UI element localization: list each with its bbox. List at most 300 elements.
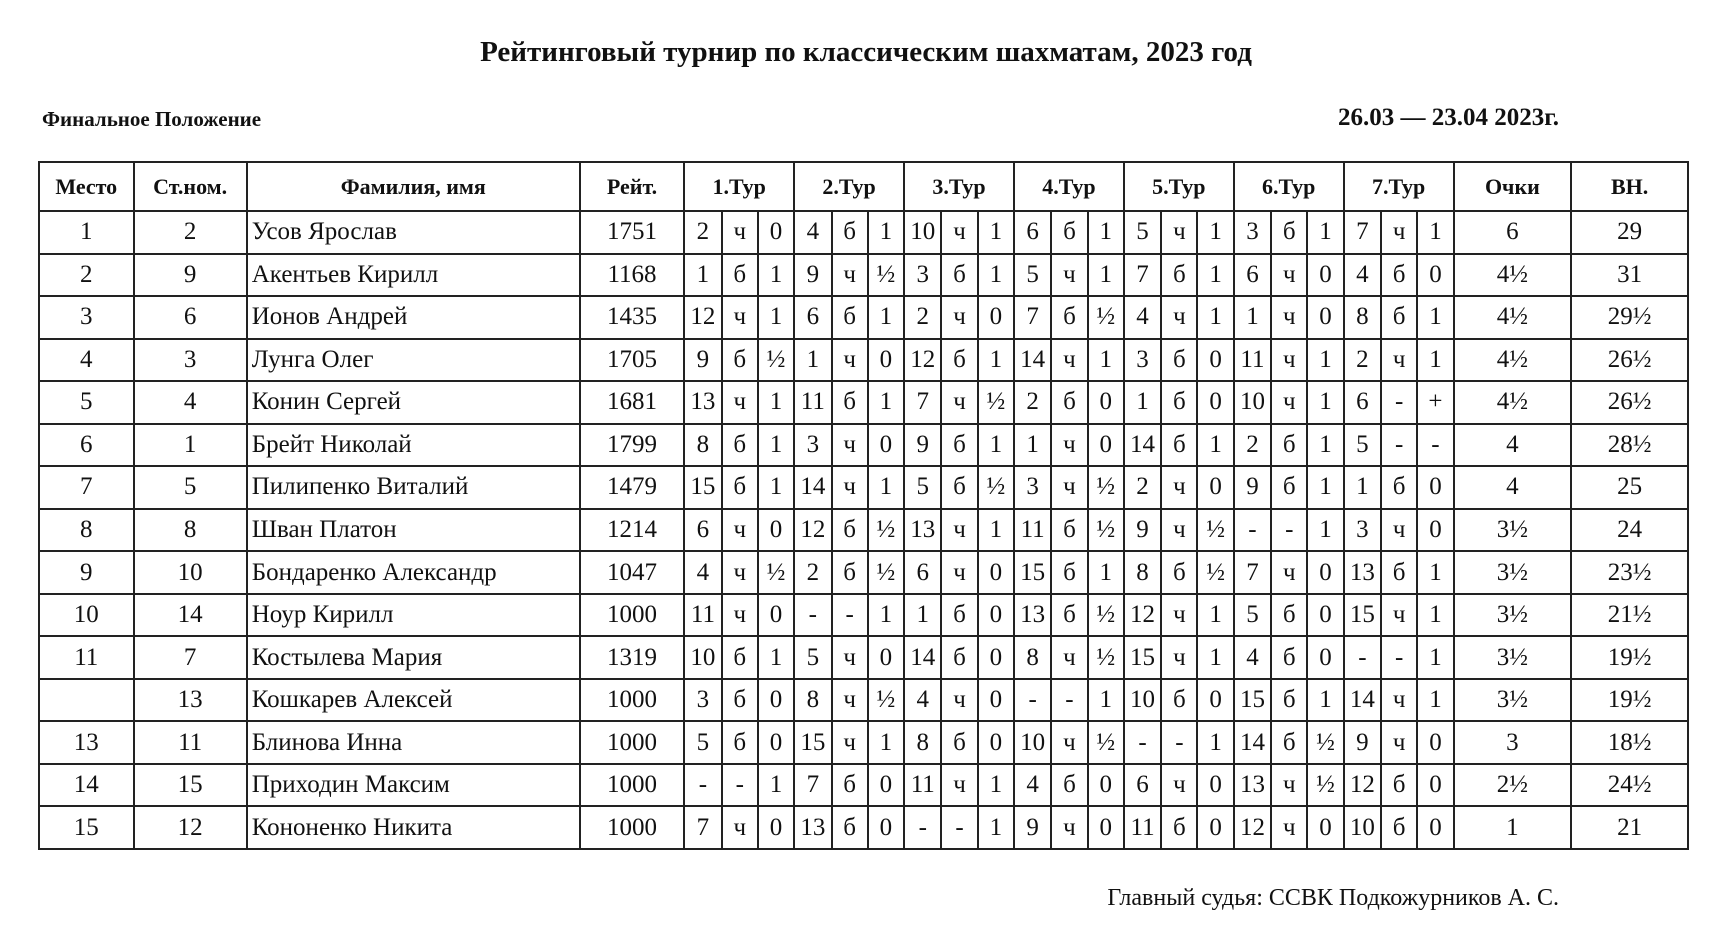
round-7-color-cell: - [1381,636,1417,679]
round-6-result-cell: 0 [1307,551,1343,594]
round-4-opponent-cell: 1 [1014,424,1051,467]
round-3-result-cell: 1 [978,509,1014,552]
round-3-color-cell: б [941,721,977,764]
round-2-result-cell: 1 [868,594,904,637]
round-1-color-cell: ч [722,296,758,339]
tiebreak-cell: 28½ [1571,424,1688,467]
round-1-result-cell: 0 [758,679,794,722]
round-3-opponent-cell: - [904,806,941,849]
player-name-cell: Лунга Олег [247,339,580,382]
round-7-opponent-cell: 13 [1344,551,1381,594]
round-2-color-cell: б [832,509,868,552]
place-cell: 8 [39,509,134,552]
points-cell: 3½ [1454,594,1572,637]
round-7-color-cell: ч [1381,721,1417,764]
round-3-color-cell: б [941,466,977,509]
round-2-result-cell: 1 [868,721,904,764]
rating-cell: 1000 [580,594,684,637]
round-1-color-cell: ч [722,551,758,594]
header-round-3: 3.Тур [904,162,1014,211]
round-4-result-cell: ½ [1088,296,1124,339]
rating-cell: 1168 [580,254,684,297]
round-1-result-cell: ½ [758,551,794,594]
table-row [39,254,1688,297]
round-2-opponent-cell: - [794,594,831,637]
round-7-color-cell: б [1381,764,1417,807]
round-5-color-cell: б [1161,551,1197,594]
round-5-opponent-cell: 15 [1124,636,1161,679]
round-7-result-cell: 0 [1417,466,1453,509]
header-round-1: 1.Тур [684,162,794,211]
round-2-opponent-cell: 1 [794,339,831,382]
round-6-opponent-cell: 5 [1234,594,1271,637]
round-5-color-cell: ч [1161,211,1197,254]
round-4-color-cell: б [1051,764,1087,807]
round-7-result-cell: 0 [1417,806,1453,849]
points-cell: 2½ [1454,764,1572,807]
points-cell: 4 [1454,424,1572,467]
round-7-opponent-cell: - [1344,636,1381,679]
round-7-opponent-cell: 3 [1344,509,1381,552]
round-4-opponent-cell: - [1014,679,1051,722]
round-2-result-cell: ½ [868,679,904,722]
round-7-result-cell: 1 [1417,594,1453,637]
header-round-2: 2.Тур [794,162,904,211]
round-5-opponent-cell: 5 [1124,211,1161,254]
round-6-color-cell: б [1271,721,1307,764]
player-name-cell: Акентьев Кирилл [247,254,580,297]
round-2-color-cell: б [832,211,868,254]
round-5-result-cell: ½ [1197,509,1233,552]
round-7-opponent-cell: 15 [1344,594,1381,637]
round-7-result-cell: 1 [1417,636,1453,679]
round-1-color-cell: ч [722,806,758,849]
round-1-result-cell: 1 [758,636,794,679]
chief-arbiter: Главный судья: ССВК Подкожурников А. С. [1107,885,1559,911]
round-6-opponent-cell: 1 [1234,296,1271,339]
round-1-opponent-cell: 5 [684,721,721,764]
round-6-color-cell: б [1271,424,1307,467]
standings-subtitle: Финальное Положение [42,107,262,131]
round-6-result-cell: ½ [1307,721,1343,764]
round-7-opponent-cell: 9 [1344,721,1381,764]
round-7-result-cell: 0 [1417,509,1453,552]
place-cell: 2 [39,254,134,297]
start-number-cell: 4 [134,381,247,424]
round-5-opponent-cell: - [1124,721,1161,764]
start-number-cell: 9 [134,254,247,297]
round-5-result-cell: 1 [1197,211,1233,254]
round-1-result-cell: 0 [758,594,794,637]
round-4-result-cell: ½ [1088,594,1124,637]
round-5-color-cell: б [1161,339,1197,382]
tiebreak-cell: 19½ [1571,679,1688,722]
points-cell: 1 [1454,806,1572,849]
round-1-opponent-cell: 12 [684,296,721,339]
table-row [39,381,1688,424]
round-6-opponent-cell: 15 [1234,679,1271,722]
table-row [39,509,1688,552]
round-4-result-cell: 0 [1088,764,1124,807]
round-2-result-cell: 1 [868,296,904,339]
round-6-result-cell: 0 [1307,254,1343,297]
place-cell [39,679,134,722]
place-cell: 14 [39,764,134,807]
round-2-opponent-cell: 4 [794,211,831,254]
round-6-opponent-cell: 9 [1234,466,1271,509]
start-number-cell: 7 [134,636,247,679]
round-5-color-cell: б [1161,679,1197,722]
start-number-cell: 14 [134,594,247,637]
round-6-color-cell: б [1271,636,1307,679]
start-number-cell: 15 [134,764,247,807]
rating-cell: 1751 [580,211,684,254]
round-7-opponent-cell: 14 [1344,679,1381,722]
round-4-opponent-cell: 6 [1014,211,1051,254]
round-1-result-cell: 0 [758,806,794,849]
round-6-opponent-cell: 11 [1234,339,1271,382]
round-2-color-cell: ч [832,636,868,679]
round-4-color-cell: б [1051,509,1087,552]
round-1-result-cell: 0 [758,721,794,764]
round-4-color-cell: б [1051,551,1087,594]
round-3-result-cell: 1 [978,254,1014,297]
player-name-cell: Конин Сергей [247,381,580,424]
round-5-opponent-cell: 11 [1124,806,1161,849]
place-cell: 9 [39,551,134,594]
round-5-result-cell: 1 [1197,594,1233,637]
round-6-result-cell: 1 [1307,466,1343,509]
round-2-result-cell: ½ [868,509,904,552]
round-5-opponent-cell: 8 [1124,551,1161,594]
round-7-result-cell: 0 [1417,254,1453,297]
round-4-opponent-cell: 3 [1014,466,1051,509]
player-name-cell: Усов Ярослав [247,211,580,254]
round-2-color-cell: ч [832,339,868,382]
round-1-result-cell: 0 [758,211,794,254]
round-4-result-cell: ½ [1088,509,1124,552]
round-6-opponent-cell: - [1234,509,1271,552]
round-7-color-cell: б [1381,296,1417,339]
round-5-color-cell: б [1161,254,1197,297]
round-3-result-cell: 1 [978,764,1014,807]
round-4-result-cell: ½ [1088,721,1124,764]
place-cell: 3 [39,296,134,339]
place-cell: 13 [39,721,134,764]
round-1-result-cell: 0 [758,509,794,552]
round-7-opponent-cell: 7 [1344,211,1381,254]
points-cell: 3 [1454,721,1572,764]
round-1-color-cell: ч [722,594,758,637]
round-5-result-cell: 1 [1197,721,1233,764]
rating-cell: 1479 [580,466,684,509]
rating-cell: 1000 [580,721,684,764]
round-1-color-cell: б [722,636,758,679]
round-4-color-cell: б [1051,296,1087,339]
round-7-color-cell: б [1381,806,1417,849]
round-4-color-cell: ч [1051,339,1087,382]
start-number-cell: 13 [134,679,247,722]
round-1-opponent-cell: - [684,764,721,807]
round-7-color-cell: ч [1381,509,1417,552]
round-7-opponent-cell: 8 [1344,296,1381,339]
round-7-opponent-cell: 2 [1344,339,1381,382]
round-4-color-cell: ч [1051,806,1087,849]
round-6-color-cell: ч [1271,551,1307,594]
round-6-result-cell: 1 [1307,381,1343,424]
points-cell: 3½ [1454,551,1572,594]
round-2-result-cell: 0 [868,764,904,807]
table-row [39,296,1688,339]
round-3-color-cell: ч [941,509,977,552]
place-cell: 7 [39,466,134,509]
round-4-color-cell: ч [1051,466,1087,509]
round-4-result-cell: 0 [1088,424,1124,467]
tiebreak-cell: 21 [1571,806,1688,849]
document-title: Рейтинговый турнир по классическим шахматам, 2023 год [480,36,1252,68]
round-5-result-cell: ½ [1197,551,1233,594]
round-2-opponent-cell: 6 [794,296,831,339]
tiebreak-cell: 18½ [1571,721,1688,764]
round-4-color-cell: б [1051,594,1087,637]
round-1-color-cell: б [722,424,758,467]
round-6-color-cell: ч [1271,381,1307,424]
round-3-opponent-cell: 14 [904,636,941,679]
round-6-color-cell: б [1271,466,1307,509]
round-3-color-cell: б [941,594,977,637]
round-5-opponent-cell: 7 [1124,254,1161,297]
round-5-color-cell: ч [1161,636,1197,679]
round-7-color-cell: - [1381,381,1417,424]
player-name-cell: Приходин Максим [247,764,580,807]
round-3-opponent-cell: 3 [904,254,941,297]
round-6-result-cell: 0 [1307,636,1343,679]
round-1-result-cell: ½ [758,339,794,382]
round-4-opponent-cell: 9 [1014,806,1051,849]
round-3-result-cell: 1 [978,339,1014,382]
tiebreak-cell: 31 [1571,254,1688,297]
round-3-result-cell: 1 [978,424,1014,467]
points-cell: 6 [1454,211,1572,254]
round-1-color-cell: б [722,721,758,764]
start-number-cell: 5 [134,466,247,509]
round-1-result-cell: 1 [758,296,794,339]
tiebreak-cell: 25 [1571,466,1688,509]
header-tiebreak: ВН. [1571,162,1688,211]
round-4-color-cell: ч [1051,636,1087,679]
table-row [39,551,1688,594]
round-2-result-cell: 0 [868,339,904,382]
tiebreak-cell: 23½ [1571,551,1688,594]
start-number-cell: 3 [134,339,247,382]
round-5-opponent-cell: 1 [1124,381,1161,424]
round-5-color-cell: б [1161,424,1197,467]
round-7-color-cell: б [1381,466,1417,509]
rating-cell: 1214 [580,509,684,552]
round-4-opponent-cell: 10 [1014,721,1051,764]
player-name-cell: Брейт Николай [247,424,580,467]
player-name-cell: Кононенко Никита [247,806,580,849]
round-3-result-cell: 0 [978,636,1014,679]
round-1-opponent-cell: 15 [684,466,721,509]
round-7-opponent-cell: 12 [1344,764,1381,807]
round-1-result-cell: 1 [758,381,794,424]
round-4-opponent-cell: 11 [1014,509,1051,552]
round-5-color-cell: - [1161,721,1197,764]
round-4-opponent-cell: 7 [1014,296,1051,339]
round-5-result-cell: 1 [1197,636,1233,679]
round-5-color-cell: б [1161,381,1197,424]
round-3-opponent-cell: 11 [904,764,941,807]
round-5-opponent-cell: 2 [1124,466,1161,509]
round-1-opponent-cell: 13 [684,381,721,424]
round-5-opponent-cell: 3 [1124,339,1161,382]
points-cell: 3½ [1454,679,1572,722]
player-name-cell: Ноур Кирилл [247,594,580,637]
round-4-opponent-cell: 13 [1014,594,1051,637]
round-6-color-cell: б [1271,211,1307,254]
round-1-opponent-cell: 4 [684,551,721,594]
round-1-color-cell: б [722,339,758,382]
round-1-opponent-cell: 10 [684,636,721,679]
start-number-cell: 1 [134,424,247,467]
start-number-cell: 12 [134,806,247,849]
round-5-color-cell: б [1161,806,1197,849]
round-3-opponent-cell: 7 [904,381,941,424]
round-4-opponent-cell: 4 [1014,764,1051,807]
round-4-result-cell: 1 [1088,339,1124,382]
table-row [39,466,1688,509]
round-3-color-cell: б [941,339,977,382]
round-7-result-cell: 1 [1417,211,1453,254]
round-7-result-cell: 1 [1417,679,1453,722]
round-7-opponent-cell: 1 [1344,466,1381,509]
points-cell: 4½ [1454,296,1572,339]
round-3-opponent-cell: 10 [904,211,941,254]
round-1-result-cell: 1 [758,764,794,807]
header-rating: Рейт. [580,162,684,211]
start-number-cell: 10 [134,551,247,594]
round-5-color-cell: ч [1161,509,1197,552]
tiebreak-cell: 26½ [1571,339,1688,382]
round-2-opponent-cell: 5 [794,636,831,679]
round-2-color-cell: - [832,594,868,637]
round-3-color-cell: - [941,806,977,849]
table-row [39,594,1688,637]
round-2-color-cell: б [832,806,868,849]
player-name-cell: Блинова Инна [247,721,580,764]
round-1-result-cell: 1 [758,254,794,297]
round-7-opponent-cell: 6 [1344,381,1381,424]
round-4-color-cell: б [1051,381,1087,424]
round-2-result-cell: 0 [868,636,904,679]
round-6-result-cell: 1 [1307,509,1343,552]
tiebreak-cell: 21½ [1571,594,1688,637]
points-cell: 3½ [1454,509,1572,552]
start-number-cell: 8 [134,509,247,552]
round-3-color-cell: ч [941,381,977,424]
round-5-opponent-cell: 9 [1124,509,1161,552]
round-2-color-cell: б [832,764,868,807]
points-cell: 4½ [1454,381,1572,424]
round-6-opponent-cell: 14 [1234,721,1271,764]
round-4-result-cell: 1 [1088,211,1124,254]
round-4-result-cell: 0 [1088,381,1124,424]
round-7-color-cell: ч [1381,594,1417,637]
round-7-opponent-cell: 10 [1344,806,1381,849]
player-name-cell: Шван Платон [247,509,580,552]
round-7-color-cell: б [1381,254,1417,297]
round-5-opponent-cell: 14 [1124,424,1161,467]
round-2-result-cell: 1 [868,381,904,424]
round-6-color-cell: ч [1271,296,1307,339]
round-7-color-cell: ч [1381,211,1417,254]
place-cell: 5 [39,381,134,424]
round-1-color-cell: б [722,254,758,297]
round-7-color-cell: ч [1381,679,1417,722]
round-3-opponent-cell: 6 [904,551,941,594]
round-6-opponent-cell: 6 [1234,254,1271,297]
round-1-color-cell: ч [722,381,758,424]
round-6-result-cell: 1 [1307,679,1343,722]
round-3-opponent-cell: 8 [904,721,941,764]
round-6-opponent-cell: 13 [1234,764,1271,807]
header-points: Очки [1454,162,1572,211]
round-1-opponent-cell: 3 [684,679,721,722]
round-5-color-cell: ч [1161,296,1197,339]
round-2-result-cell: 0 [868,806,904,849]
table-row [39,339,1688,382]
round-3-color-cell: б [941,254,977,297]
round-3-color-cell: б [941,636,977,679]
round-1-color-cell: ч [722,509,758,552]
round-2-color-cell: б [832,551,868,594]
points-cell: 4 [1454,466,1572,509]
round-4-result-cell: 1 [1088,254,1124,297]
round-2-opponent-cell: 12 [794,509,831,552]
round-1-opponent-cell: 6 [684,509,721,552]
start-number-cell: 6 [134,296,247,339]
tournament-dates: 26.03 — 23.04 2023г. [1337,104,1559,131]
round-4-color-cell: ч [1051,721,1087,764]
round-4-opponent-cell: 2 [1014,381,1051,424]
round-3-opponent-cell: 4 [904,679,941,722]
rating-cell: 1000 [580,679,684,722]
round-6-result-cell: 1 [1307,339,1343,382]
round-4-opponent-cell: 8 [1014,636,1051,679]
place-cell: 6 [39,424,134,467]
round-7-result-cell: + [1417,381,1453,424]
round-5-opponent-cell: 10 [1124,679,1161,722]
round-3-result-cell: 0 [978,551,1014,594]
round-3-result-cell: ½ [978,466,1014,509]
round-6-opponent-cell: 3 [1234,211,1271,254]
tiebreak-cell: 29½ [1571,296,1688,339]
points-cell: 3½ [1454,636,1572,679]
round-5-result-cell: 1 [1197,424,1233,467]
rating-cell: 1435 [580,296,684,339]
round-6-opponent-cell: 12 [1234,806,1271,849]
round-2-color-cell: ч [832,254,868,297]
round-2-opponent-cell: 11 [794,381,831,424]
round-4-color-cell: б [1051,211,1087,254]
round-7-color-cell: б [1381,551,1417,594]
rating-cell: 1799 [580,424,684,467]
round-5-result-cell: 0 [1197,764,1233,807]
round-3-color-cell: ч [941,551,977,594]
round-5-result-cell: 0 [1197,339,1233,382]
round-6-color-cell: ч [1271,339,1307,382]
